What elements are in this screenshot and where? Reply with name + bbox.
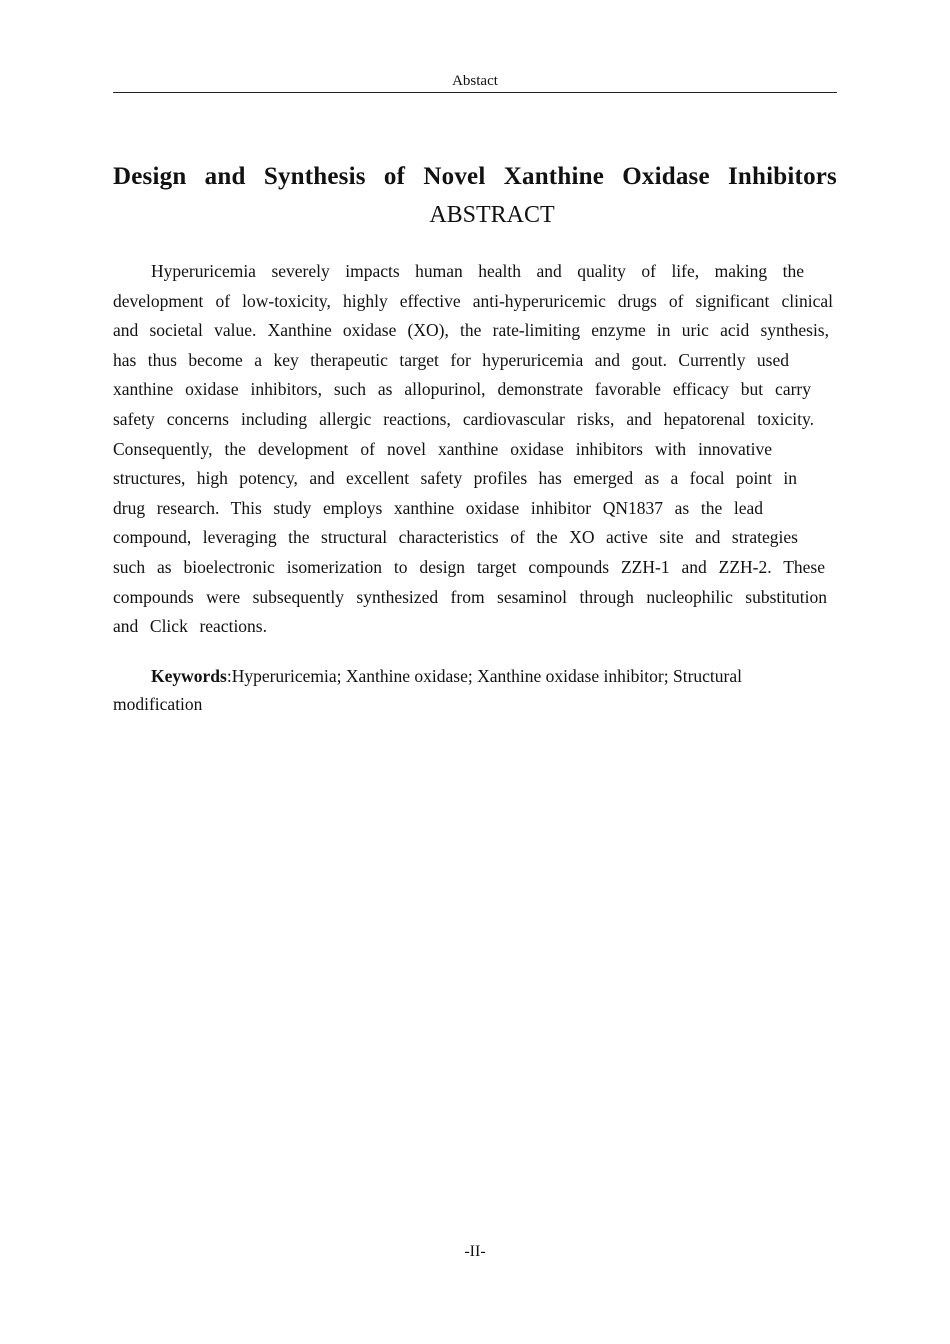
abstract-line: compound, leveraging the structural characteristics of the XO active site and strategies xyxy=(113,527,798,548)
abstract-line: such as bioelectronic isomerization to design target compounds ZZH-1 and ZZH-2. These xyxy=(113,556,825,577)
keywords-paragraph xyxy=(113,662,837,718)
abstract-line: and societal value. Xanthine oxidase (XO), the rate-limiting enzyme in uric acid synthesis, xyxy=(113,320,829,341)
abstract-line: xanthine oxidase inhibitors, such as allopurinol, demonstrate favorable efficacy but carry xyxy=(113,379,811,400)
abstract-line: Consequently, the development of novel xanthine oxidase inhibitors with innovative xyxy=(113,438,772,459)
keywords-first-line xyxy=(113,662,837,690)
keywords-label: Keywords xyxy=(151,666,227,686)
keywords-continuation: modification xyxy=(113,694,203,714)
abstract-line: development of low-toxicity, highly effective anti-hyperuricemic drugs of significant clinical xyxy=(113,290,833,311)
keywords-list: Hyperuricemia; Xanthine oxidase; Xanthine oxidase inhibitor; Structural xyxy=(231,666,742,686)
page-number: -II- xyxy=(464,1243,486,1260)
abstract-heading: ABSTRACT xyxy=(429,202,555,228)
thesis-title: Design and Synthesis of Novel Xanthine Oxidase Inhibitors xyxy=(113,163,837,190)
abstract-line: safety concerns including allergic reactions, cardiovascular risks, and hepatorenal toxicity. xyxy=(113,408,814,429)
abstract-line: compounds were subsequently synthesized from sesaminol through nucleophilic substitution xyxy=(113,586,827,607)
abstract-body xyxy=(113,257,837,642)
running-header: Abstact xyxy=(113,70,837,93)
keywords-separator: : xyxy=(226,666,232,686)
abstract-line: drug research. This study employs xanthine oxidase inhibitor QN1837 as the lead xyxy=(113,497,763,518)
abstract-line: Hyperuricemia severely impacts human health and quality of life, making the xyxy=(151,261,804,281)
abstract-line: structures, high potency, and excellent safety profiles has emerged as a focal point in xyxy=(113,468,797,489)
abstract-line: has thus become a key therapeutic target for hyperuricemia and gout. Currently used xyxy=(113,349,789,370)
abstract-line: and Click reactions. xyxy=(113,616,267,637)
